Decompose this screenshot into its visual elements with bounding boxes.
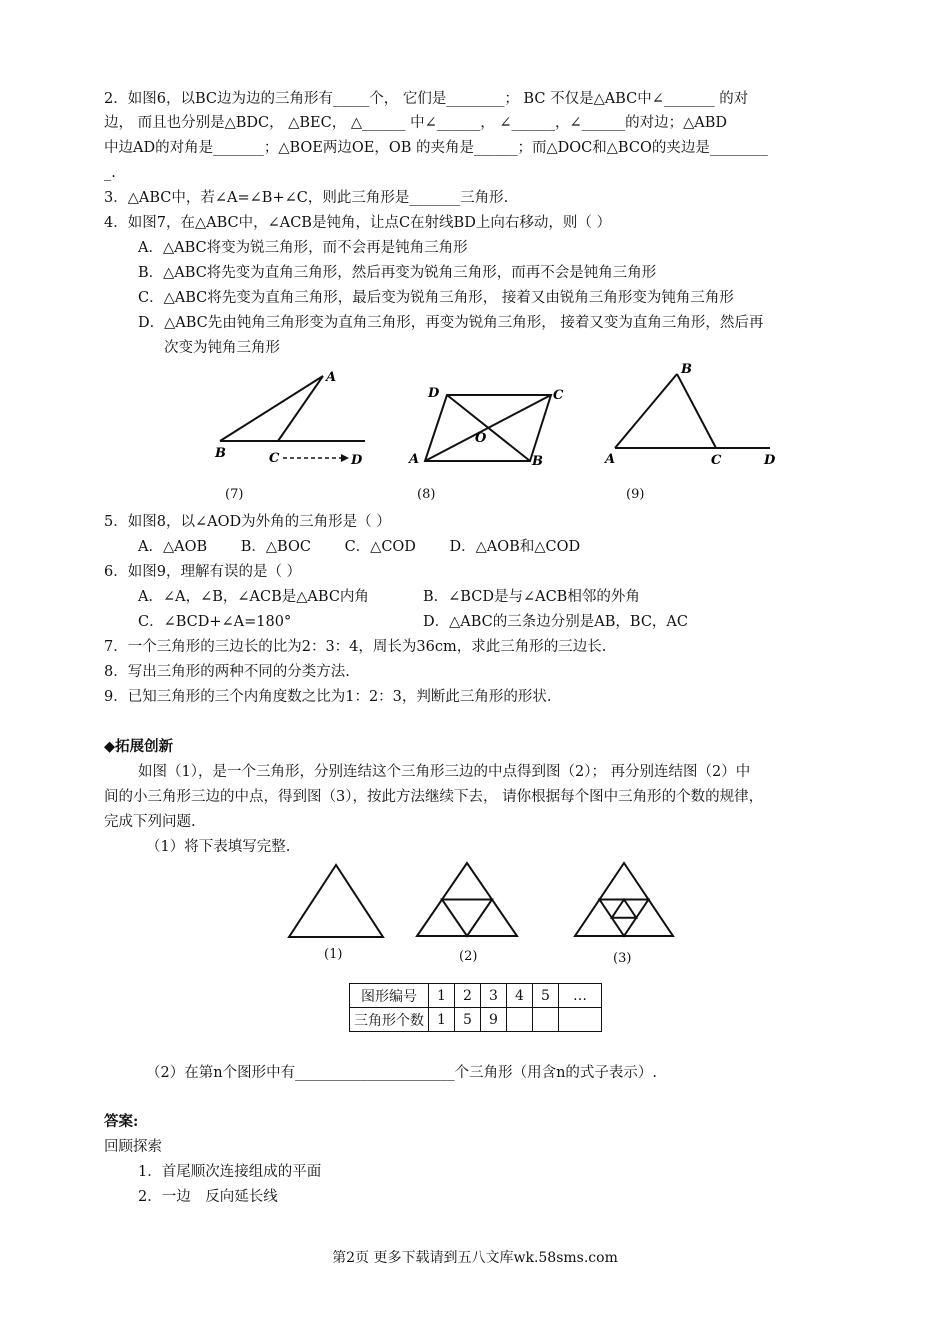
fig8-label-a: A — [409, 452, 420, 467]
q2-line4: _. — [104, 165, 116, 181]
fig8-label-c: C — [553, 388, 564, 403]
fig8-caption: (8) — [417, 487, 436, 502]
triangle-caption-2: (2) — [459, 949, 478, 964]
table-row — [350, 984, 602, 1008]
fig7-label-b: B — [215, 446, 226, 461]
answer-2: 2．一边 反向延长线 — [138, 1189, 278, 1205]
figure-8 — [405, 378, 575, 470]
q6-option-c: C．∠BCD+∠A=180° — [138, 614, 292, 630]
extension-paragraph-line3: 完成下列问题. — [104, 814, 196, 830]
q6-stem: 6．如图9，理解有误的是（ ） — [104, 564, 302, 580]
q4-stem: 4．如图7，在△ABC中，∠ACB是钝角，让点C在射线BD上向右移动，则（ ） — [104, 215, 611, 231]
q2-line2: 边， 而且也分别是△BDC， △BEC， △______ 中∠______， ∠______，∠______的对边；△ABD — [104, 115, 728, 131]
fig9-label-a: A — [605, 452, 616, 467]
fig9-label-b: B — [681, 362, 692, 377]
q4-option-b: B．△ABC将先变为直角三角形，然后再变为锐角三角形，而再不会是钝角三角形 — [138, 265, 657, 281]
fig7-label-a: A — [326, 370, 337, 385]
triangle-figure-1 — [285, 860, 390, 942]
table-cell: 3 — [481, 984, 507, 1008]
q6-option-a: A．∠A，∠B，∠ACB是△ABC内角 — [138, 589, 369, 605]
q4-option-d-line1: D．△ABC先由钝角三角形变为直角三角形，再变为锐角三角形， 接着又变为直角三角形，然后再 — [138, 315, 764, 331]
fig7-label-c: C — [269, 451, 280, 466]
fig9-label-d: D — [764, 453, 776, 468]
table-cell: 5 — [455, 1008, 481, 1032]
table-header-figure-number: 图形编号 — [350, 984, 429, 1008]
answers-heading: 答案: — [104, 1113, 139, 1130]
triangle-figure-2 — [412, 858, 522, 942]
figure-9 — [600, 360, 785, 470]
fig8-label-b: B — [532, 454, 543, 469]
fig7-label-d: D — [351, 453, 363, 468]
table-cell: 4 — [507, 984, 533, 1008]
extension-sub2: （2）在第n个图形中有______________________个三角形（用含n的式子表示）. — [146, 1065, 658, 1081]
fig7-caption: (7) — [225, 487, 244, 502]
table-cell-blank — [507, 1008, 533, 1032]
triangle-count-table — [349, 983, 602, 1032]
answers-section-title: 回顾探索 — [104, 1139, 162, 1155]
extension-sub1: （1）将下表填写完整. — [146, 839, 291, 855]
table-cell-blank — [533, 1008, 559, 1032]
extension-paragraph-line2: 间的小三角形三边的中点，得到图（3），按此方法继续下去， 请你根据每个图中三角形的个数的规律， — [104, 789, 764, 805]
table-cell: 5 — [533, 984, 559, 1008]
table-cell: 2 — [455, 984, 481, 1008]
table-cell: 1 — [429, 1008, 455, 1032]
fig8-label-d: D — [428, 386, 440, 401]
fig8-label-o: O — [475, 431, 487, 446]
figure-7 — [205, 362, 375, 472]
table-cell: 1 — [429, 984, 455, 1008]
table-cell: … — [559, 984, 602, 1008]
q7: 7．一个三角形的三边长的比为2：3：4，周长为36cm，求此三角形的三边长. — [104, 639, 607, 655]
table-cell: 9 — [481, 1008, 507, 1032]
q8: 8．写出三角形的两种不同的分类方法. — [104, 664, 350, 680]
fig9-caption: (9) — [626, 487, 645, 502]
triangle-figure-3 — [570, 858, 678, 942]
q6-option-d: D．△ABC的三条边分别是AB，BC，AC — [423, 614, 688, 630]
page-footer: 第2页 更多下载请到五八文库wk.58sms.com — [332, 1250, 618, 1266]
q5-stem: 5．如图8，以∠AOD为外角的三角形是（ ） — [104, 514, 391, 530]
q9: 9．已知三角形的三个内角度数之比为1：2：3，判断此三角形的形状. — [104, 689, 552, 705]
extension-paragraph-line1: 如图（1），是一个三角形，分别连结这个三角形三边的中点得到图（2）； 再分别连结图（2）中 — [138, 764, 751, 780]
triangle-caption-1: (1) — [324, 947, 343, 962]
triangle-caption-3: (3) — [613, 951, 632, 966]
fig9-label-c: C — [711, 453, 722, 468]
table-cell-blank — [559, 1008, 602, 1032]
q4-option-d-line2: 次变为钝角三角形 — [164, 340, 280, 356]
q4-option-a: A．△ABC将变为锐三角形，而不会再是钝角三角形 — [138, 240, 468, 256]
q2-line3: 中边AD的对角是_______；△BOE两边OE，OB 的夹角是______；而△DOC和△BCO的夹边是________ — [104, 140, 768, 156]
table-row — [350, 1008, 602, 1032]
table-header-triangle-count: 三角形个数 — [350, 1008, 429, 1032]
q5-options: A．△AOB B．△BOC C．△COD D．△AOB和△COD — [138, 539, 581, 555]
q2-line1: 2．如图6，以BC边为边的三角形有_____个， 它们是________； BC 不仅是△ABC中∠_______ 的对 — [104, 91, 749, 107]
answer-1: 1．首尾顺次连接组成的平面 — [138, 1164, 322, 1180]
q4-option-c: C．△ABC将先变为直角三角形，最后变为锐角三角形， 接着又由锐角三角形变为钝角三角形 — [138, 290, 734, 306]
q3: 3．△ABC中，若∠A=∠B+∠C，则此三角形是_______三角形. — [104, 190, 509, 206]
q6-option-b: B．∠BCD是与∠ACB相邻的外角 — [423, 589, 640, 605]
extension-heading: ◆拓展创新 — [104, 738, 174, 755]
